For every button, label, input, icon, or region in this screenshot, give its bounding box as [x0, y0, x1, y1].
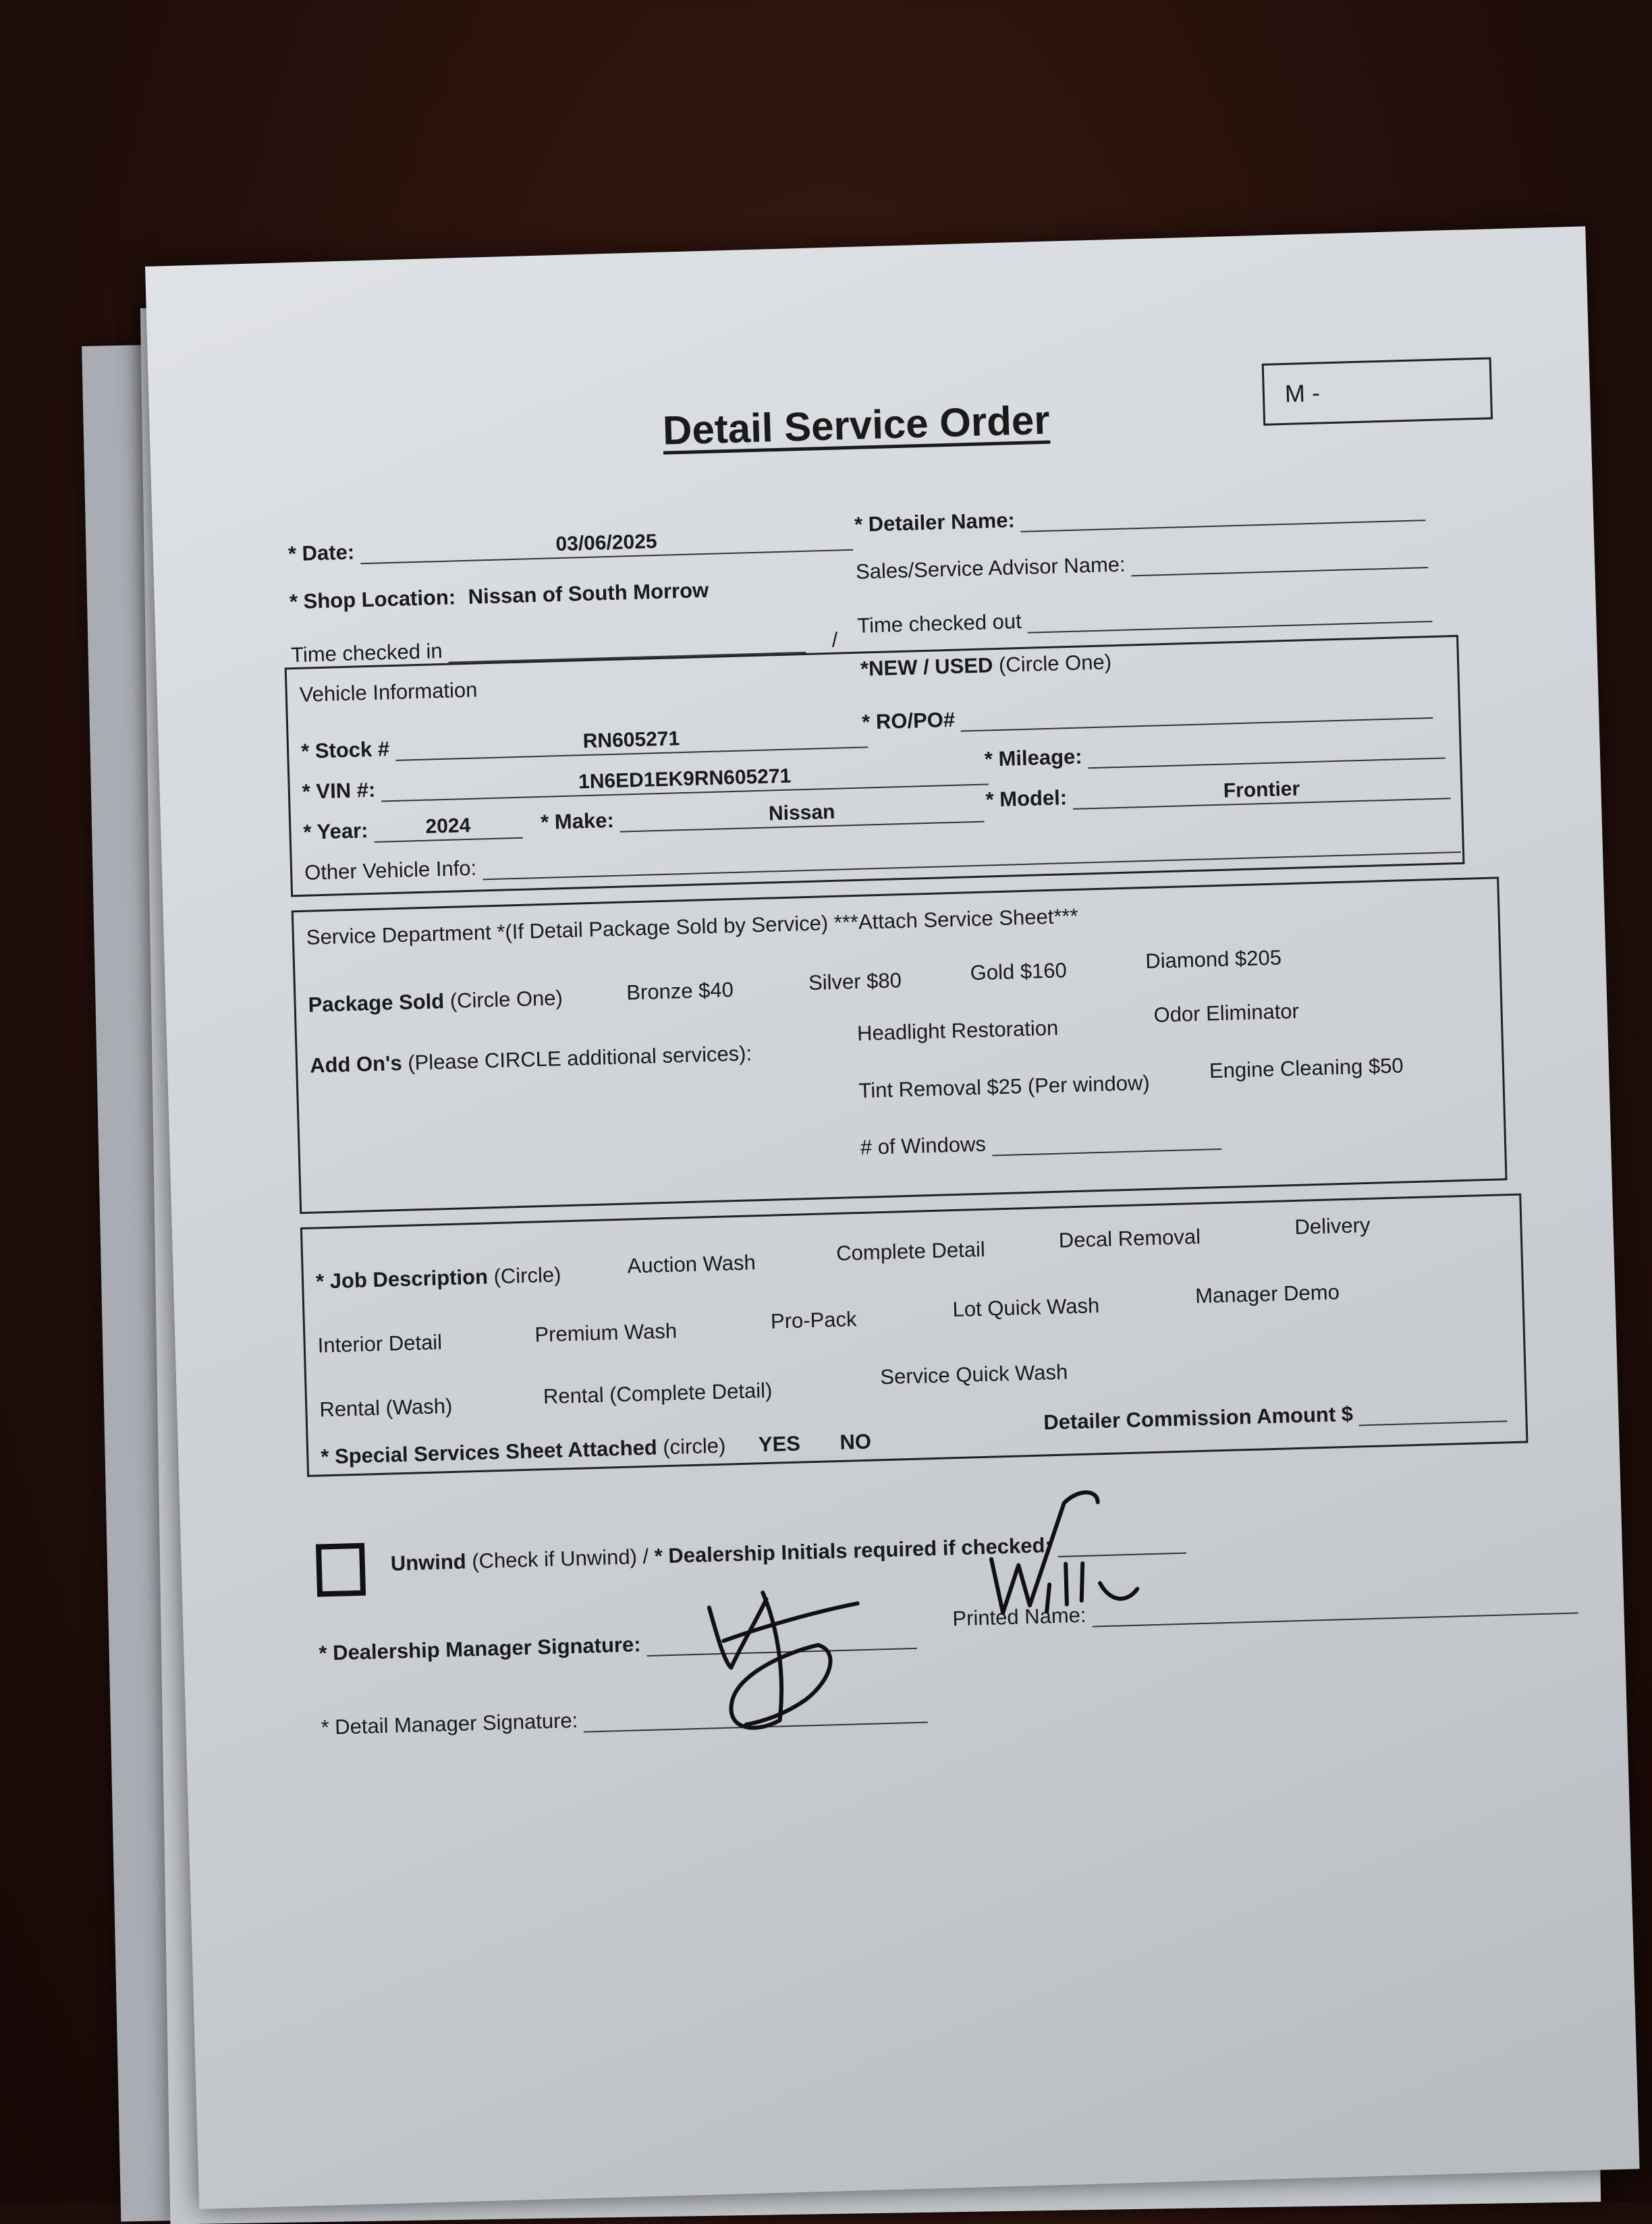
other-vehicle-info-line [482, 826, 1461, 880]
windows-count-line [991, 1123, 1221, 1156]
printed-name-label: Printed Name: [952, 1603, 1086, 1631]
manager-signature-label: * Dealership Manager Signature: [318, 1632, 641, 1665]
job-description-label-group [316, 1262, 561, 1294]
service-department-label: Service Department *(If Detail Package Sold by Service) ***Attach Service Sheet*** [306, 904, 1078, 949]
add-ons-hint: (Please CIRCLE additional services): [407, 1041, 752, 1075]
add-ons-label-group [310, 1041, 752, 1078]
job-rental-complete-detail[interactable]: Rental (Complete Detail) [543, 1378, 773, 1409]
vehicle-info-label: Vehicle Information [299, 677, 478, 706]
commission-label: Detailer Commission Amount $ [1043, 1401, 1354, 1435]
other-vehicle-info-label: Other Vehicle Info: [304, 856, 477, 885]
unwind-label: Unwind [390, 1549, 467, 1576]
unwind-checkbox[interactable] [316, 1543, 366, 1597]
detailer-name-line [1020, 494, 1426, 532]
job-auction-wash[interactable]: Auction Wash [627, 1250, 756, 1278]
year-field[interactable] [303, 812, 523, 845]
unwind-hint: (Check if Unwind) / [471, 1544, 649, 1574]
mileage-line [1088, 731, 1446, 769]
job-delivery[interactable]: Delivery [1294, 1213, 1371, 1239]
job-description-hint: (Circle) [493, 1262, 561, 1289]
windows-count-label: # of Windows [860, 1132, 987, 1159]
job-rental-wash[interactable]: Rental (Wash) [319, 1393, 453, 1422]
advisor-name-line [1131, 541, 1429, 576]
paper-form [145, 226, 1640, 2208]
ro-po-label: * RO/PO# [861, 707, 956, 734]
stock-value: RN605271 [395, 721, 868, 761]
model-label: * Model: [985, 785, 1068, 812]
mileage-label: * Mileage: [984, 744, 1083, 771]
advisor-name-label: Sales/Service Advisor Name: [855, 552, 1126, 584]
vin-field[interactable] [302, 758, 989, 804]
shop-location-field [289, 578, 709, 614]
service-department-section [292, 877, 1508, 1214]
form-page [280, 227, 1616, 2205]
special-services-label: * Special Services Sheet Attached [320, 1435, 658, 1469]
vin-value: 1N6ED1EK9RN605271 [381, 758, 989, 802]
windows-count-field[interactable] [860, 1123, 1221, 1160]
manager-signature-scribble [681, 1560, 970, 1757]
package-sold-label: Package Sold [308, 989, 445, 1017]
make-field[interactable] [541, 796, 985, 835]
special-services-no[interactable]: NO [839, 1429, 872, 1454]
time-in-label: Time checked in [290, 638, 443, 667]
job-interior-detail[interactable]: Interior Detail [317, 1330, 443, 1358]
time-out-field[interactable] [857, 595, 1433, 638]
add-ons-label: Add On's [309, 1051, 403, 1078]
time-separator: / [831, 628, 838, 652]
detailer-name-label: * Detailer Name: [854, 508, 1016, 536]
model-field[interactable] [985, 772, 1451, 812]
addon-odor-eliminator[interactable]: Odor Eliminator [1153, 999, 1300, 1027]
commission-field[interactable] [1043, 1395, 1508, 1435]
detail-manager-signature-label: * Detail Manager Signature: [321, 1708, 578, 1740]
new-used-hint: (Circle One) [998, 650, 1112, 677]
make-label: * Make: [540, 808, 615, 834]
special-services-yes[interactable]: YES [758, 1431, 801, 1457]
shop-location-value: Nissan of South Morrow [468, 578, 709, 609]
new-used-label: *NEW / USED [860, 653, 993, 681]
date-value: 03/06/2025 [360, 524, 853, 564]
ro-po-field[interactable] [862, 692, 1433, 735]
package-bronze[interactable]: Bronze $40 [626, 978, 734, 1005]
printed-name-scribble [962, 1445, 1210, 1641]
package-sold-label-group [308, 986, 563, 1018]
model-value: Frontier [1072, 772, 1451, 810]
initials-label: * Dealership Initials required if checked: [654, 1533, 1053, 1568]
special-services-hint: (circle) [662, 1433, 726, 1460]
shop-location-label: * Shop Location: [289, 585, 456, 614]
year-label: * Year: [303, 818, 368, 844]
job-description-label: * Job Description [315, 1264, 489, 1294]
form-title: Detail Service Order [662, 397, 1051, 453]
stock-label: * Stock # [300, 737, 390, 763]
date-field[interactable] [287, 524, 853, 566]
package-gold[interactable]: Gold $160 [970, 958, 1068, 985]
advisor-name-field[interactable] [855, 541, 1428, 584]
time-out-label: Time checked out [856, 609, 1022, 638]
job-service-quick-wash[interactable]: Service Quick Wash [879, 1360, 1068, 1389]
job-description-section [300, 1194, 1529, 1477]
vin-label: * VIN #: [302, 777, 376, 804]
job-manager-demo[interactable]: Manager Demo [1194, 1280, 1340, 1308]
commission-line [1358, 1395, 1508, 1426]
job-lot-quick-wash[interactable]: Lot Quick Wash [952, 1294, 1100, 1322]
vehicle-info-section [285, 635, 1465, 897]
package-diamond[interactable]: Diamond $205 [1145, 945, 1282, 974]
addon-headlight-restoration[interactable]: Headlight Restoration [856, 1016, 1059, 1045]
order-number-box[interactable]: M - [1262, 357, 1493, 425]
addon-tint-removal[interactable]: Tint Removal $25 (Per window) [858, 1070, 1151, 1103]
date-label: * Date: [287, 540, 355, 566]
year-value: 2024 [373, 812, 522, 843]
ro-po-line [960, 692, 1433, 732]
package-silver[interactable]: Silver $80 [808, 968, 902, 995]
stock-field[interactable] [301, 721, 868, 763]
special-services-group [321, 1430, 872, 1470]
job-pro-pack[interactable]: Pro-Pack [770, 1307, 857, 1333]
time-out-line [1027, 595, 1433, 634]
job-complete-detail[interactable]: Complete Detail [835, 1237, 986, 1265]
job-decal-removal[interactable]: Decal Removal [1058, 1224, 1201, 1252]
package-sold-hint: (Circle One) [449, 986, 563, 1013]
new-used-field[interactable] [860, 650, 1112, 681]
detailer-name-field[interactable] [854, 494, 1425, 537]
job-premium-wash[interactable]: Premium Wash [534, 1318, 678, 1347]
mileage-field[interactable] [984, 731, 1446, 771]
make-value: Nissan [620, 796, 985, 833]
addon-engine-cleaning[interactable]: Engine Cleaning $50 [1209, 1053, 1404, 1083]
